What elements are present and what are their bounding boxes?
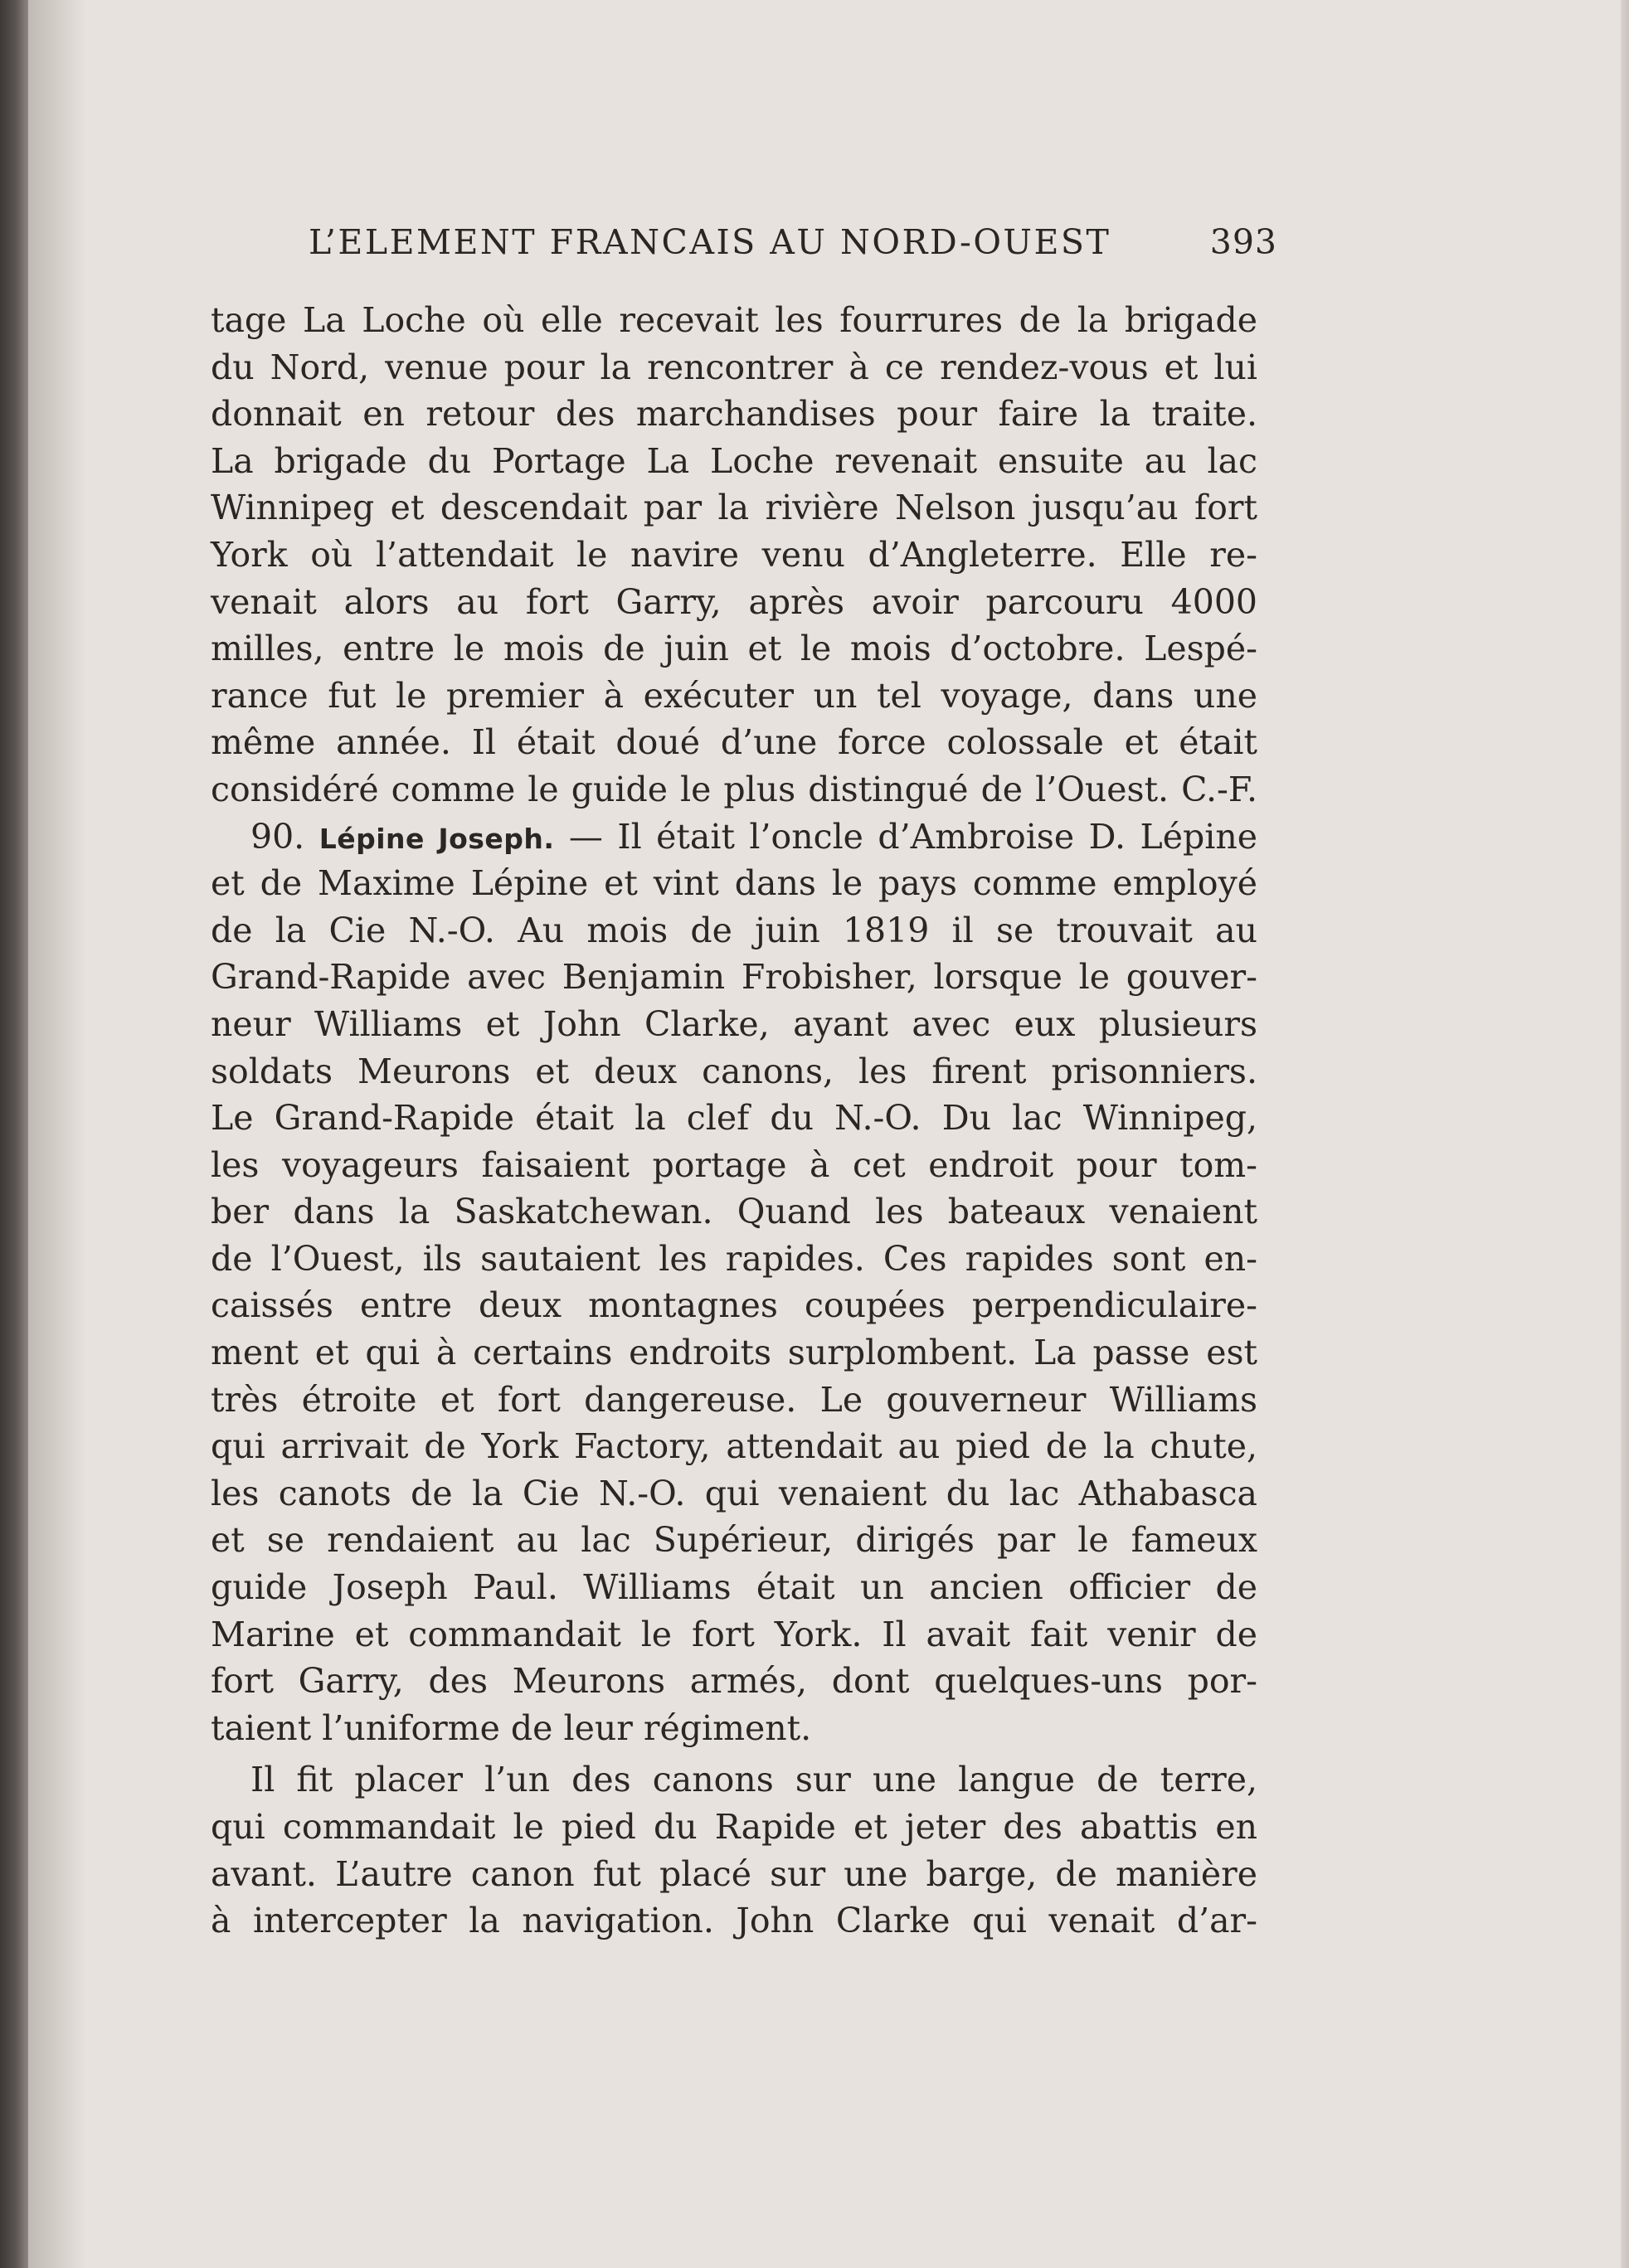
page-number: 393: [1209, 222, 1277, 262]
entry-number: 90.: [250, 816, 305, 857]
text-line: de l’Ouest, ils sautaient les rapides. Ces rapides sont en-: [211, 1238, 1257, 1279]
text-line: les canots de la Cie N.-O. qui venaient du lac Athabasca: [211, 1473, 1257, 1513]
text-block: [211, 297, 1257, 1945]
text-line: même année. Il était doué d’une force colossale et était: [211, 722, 1257, 763]
text-line: rance fut le premier à exécuter un tel voyage, dans une: [211, 675, 1257, 716]
text-line: ment et qui à certains endroits surplombent. La passe est: [211, 1333, 1257, 1373]
text-line: qui arrivait de York Factory, attendait au pied de la chute,: [211, 1426, 1257, 1467]
text-line: taient l’uniforme de leur régiment.: [211, 1707, 812, 1748]
running-title: L’ELEMENT FRANCAIS AU NORD-OUEST: [309, 222, 1111, 262]
page-edge: [1621, 0, 1629, 2268]
text-line: de la Cie N.-O. Au mois de juin 1819 il se trouvait au: [211, 910, 1257, 950]
text-line: York où l’attendait le navire venu d’Angleterre. Elle re-: [211, 534, 1257, 575]
text-line: considéré comme le guide le plus distingué de l’Ouest. C.-F.: [211, 769, 1257, 809]
binding-gutter: [0, 0, 28, 2268]
text-line: tage La Loche où elle recevait les fourrures de la brigade: [211, 300, 1257, 340]
text-line: milles, entre le mois de juin et le mois d’octobre. Lespé-: [211, 629, 1257, 669]
text-line: soldats Meurons et deux canons, les firent prisonniers.: [211, 1051, 1257, 1091]
text-line: Le Grand-Rapide était la clef du N.-O. Du lac Winnipeg,: [211, 1098, 1257, 1139]
text-line: guide Joseph Paul. Williams était un ancien officier de: [211, 1567, 1257, 1608]
entry-name: Lépine Joseph.: [319, 822, 555, 855]
text-line: La brigade du Portage La Loche revenait ensuite au lac: [211, 440, 1257, 481]
text-line: et se rendaient au lac Supérieur, dirigés par le fameux: [211, 1520, 1257, 1561]
entry-first-line: [211, 813, 1257, 861]
text-line: caissés entre deux montagnes coupées perpendiculaire-: [211, 1285, 1257, 1326]
text-line: Winnipeg et descendait par la rivière Nelson jusqu’au fort: [211, 488, 1257, 528]
text-line: avant. L’autre canon fut placé sur une barge, de manière: [211, 1853, 1257, 1894]
text-line: Marine et commandait le fort York. Il avait fait venir de: [211, 1614, 1257, 1654]
gutter-shadow: [28, 0, 86, 2268]
text-line: très étroite et fort dangereuse. Le gouverneur Williams: [211, 1379, 1257, 1420]
text-line: qui commandait le pied du Rapide et jeter des abattis en: [211, 1807, 1257, 1847]
text-line: du Nord, venue pour la rencontrer à ce rendez-vous et lui: [211, 347, 1257, 387]
paragraph-first-line: Il fit placer l’un des canons sur une langue de terre,: [250, 1760, 1257, 1800]
text-line: neur Williams et John Clarke, ayant avec eux plusieurs: [211, 1003, 1257, 1044]
text-line: Grand-Rapide avec Benjamin Frobisher, lorsque le gouver-: [211, 957, 1257, 998]
text-line: les voyageurs faisaient portage à cet endroit pour tom-: [211, 1144, 1257, 1185]
text-line: venait alors au fort Garry, après avoir parcouru 4000: [211, 581, 1257, 622]
text-line: donnait en retour des marchandises pour faire la traite.: [211, 394, 1257, 435]
running-head: [309, 222, 1277, 264]
text-line: fort Garry, des Meurons armés, dont quelques-uns por-: [211, 1661, 1257, 1702]
text-line: à intercepter la navigation. John Clarke qui venait d’ar-: [211, 1901, 1257, 1941]
text-line: ber dans la Saskatchewan. Quand les bateaux venaient: [211, 1192, 1257, 1232]
text-line: et de Maxime Lépine et vint dans le pays comme employé: [211, 863, 1257, 904]
entry-first-line-text: — Il était l’oncle d’Ambroise D. Lépine: [568, 816, 1257, 857]
